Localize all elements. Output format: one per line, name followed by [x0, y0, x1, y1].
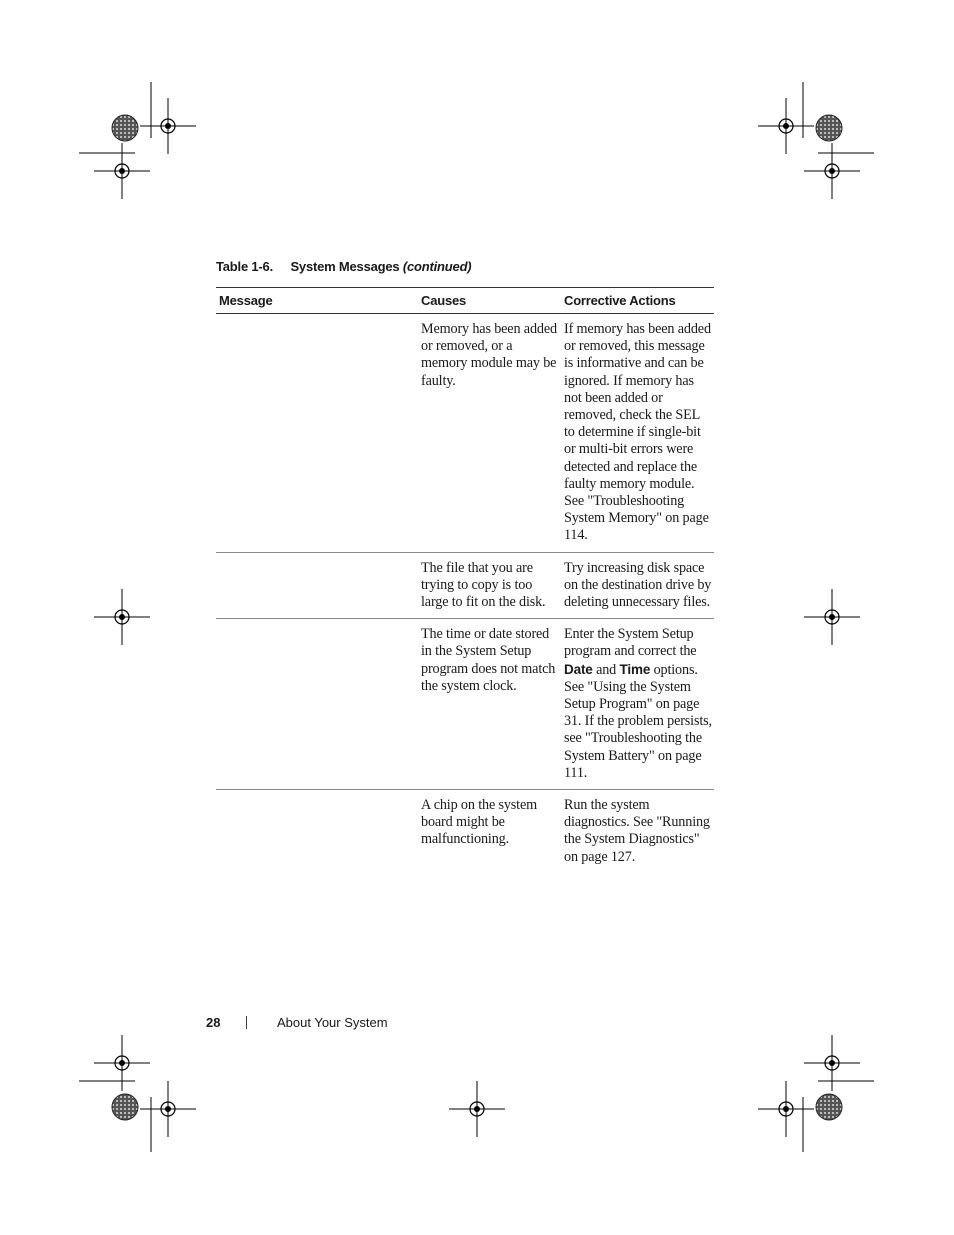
cell-causes: The time or date stored in the System Setup program does not match the system clock.	[421, 626, 556, 694]
cell-actions: If memory has been added or removed, this message is informative and can be ignored. If memory has not been added or removed, check the SEL to determine if single-bit or multi-bit errors were detected and replace the faulty memory module. See "Troubleshooting System Memory" on page 114.	[564, 321, 711, 544]
table-caption	[216, 259, 471, 274]
cell-causes: The file that you are trying to copy is too large to fit on the disk.	[421, 559, 546, 611]
table-row	[216, 553, 714, 620]
table-continued: (continued)	[402, 259, 472, 274]
section-title: About Your System	[277, 1015, 388, 1030]
cell-actions: Run the system diagnostics. See "Running the System Diagnostics" on page 127.	[564, 797, 710, 865]
date-option-label: Date	[564, 661, 593, 677]
actions-text: Enter the System Setup program and correct the	[564, 626, 697, 660]
cell-causes: Memory has been added or removed, or a memory module may be faulty.	[421, 321, 557, 389]
cell-message	[216, 626, 421, 782]
cell-causes: A chip on the system board might be malfunctioning.	[421, 797, 538, 848]
header-causes: Causes	[421, 293, 467, 308]
system-messages-table	[216, 287, 714, 873]
table-row	[216, 619, 714, 790]
table-number: Table 1-6.	[216, 259, 274, 274]
footer-divider	[246, 1016, 247, 1029]
page-number: 28	[206, 1015, 221, 1030]
header-message: Message	[219, 293, 273, 308]
table-row	[216, 314, 714, 553]
page-footer	[206, 1015, 388, 1030]
cell-message	[216, 560, 421, 612]
table-header	[216, 287, 714, 314]
starburst-icon	[112, 115, 138, 141]
cell-actions: Try increasing disk space on the destination drive by deleting unnecessary files.	[564, 559, 712, 611]
cell-message	[216, 321, 421, 545]
table-row	[216, 790, 714, 873]
cell-message	[216, 797, 421, 866]
time-option-label: Time	[619, 661, 651, 677]
header-corrective-actions: Corrective Actions	[564, 293, 676, 308]
actions-text: options. See "Using the System Setup Program" on page 31. If the problem persists, see "Troubleshooting the System Battery" on page 111.	[564, 661, 712, 781]
table-title: System Messages	[290, 259, 400, 274]
actions-text: and	[592, 661, 620, 678]
cell-actions	[564, 626, 714, 782]
